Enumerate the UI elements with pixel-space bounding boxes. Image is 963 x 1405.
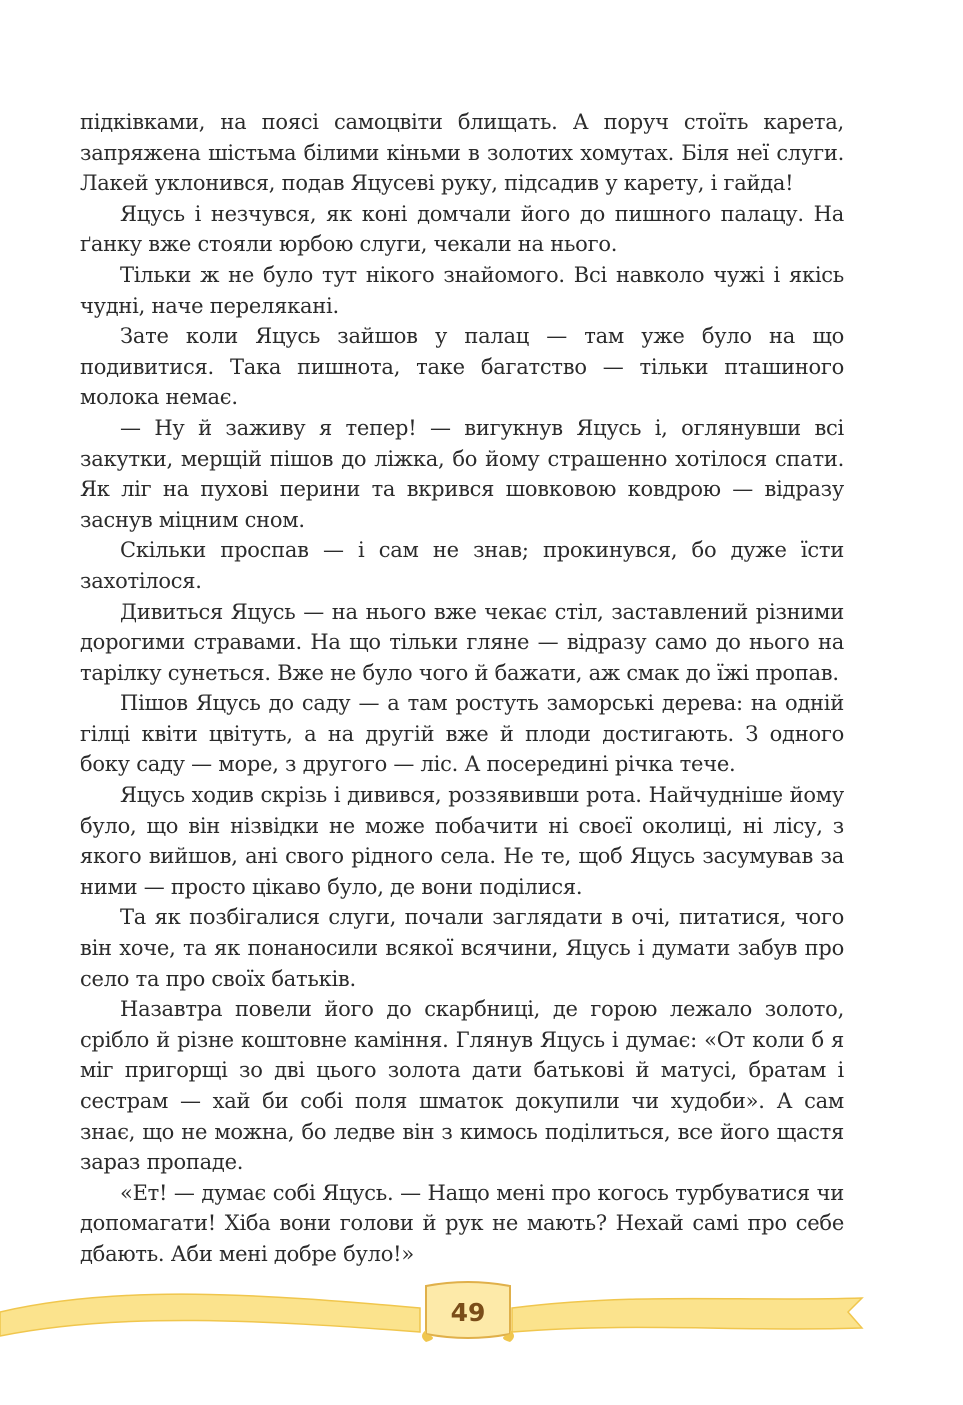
paragraph-9: Яцусь ходив скрізь і дивився, роззявивши рота. Найчудніше йому було, що він нізвідки не може побачити ні своєї околиці, ні лісу, з якого вийшов, ані свого рідного села. Не те, щоб Яцусь засумував за ними — просто цікаво було, де вони поділися. <box>80 783 844 899</box>
story-text <box>80 107 844 1270</box>
paragraph-12: «Ет! — думає собі Яцусь. — Нащо мені про когось турбуватися чи допомагати! Хіба вони голови й рук не мають? Нехай самі про себе дбають. Аби мені добре було!» <box>80 1180 844 1266</box>
ribbon-band-right <box>512 1298 862 1332</box>
ribbon-band <box>0 1294 420 1336</box>
paragraph-3: Тільки ж не було тут нікого знайомого. Всі навколо чужі і якісь чудні, наче перелякані. <box>80 262 844 318</box>
paragraph-1: підківками, на поясі самоцвіти блищать. А поруч стоїть карета, запряжена шістьма білими кіньми в золотих хомутах. Біля неї слуги. Лакей уклонився, подав Яцусеві руку, підсадив у карету, і гайда! <box>80 110 844 196</box>
paragraph-10: Та як позбігалися слуги, почали заглядати в очі, питатися, чого він хоче, та як понаносили всякої всячини, Яцусь і думати забув про село та про своїх батьків. <box>80 905 844 991</box>
paragraph-7: Дивиться Яцусь — на нього вже чекає стіл, заставлений різними дорогими стравами. На що тільки гляне — відразу само до нього на тарілку сунеться. Вже не було чого й бажати, аж смак до їжі пропав. <box>80 599 844 685</box>
page-number: 49 <box>450 1297 486 1327</box>
paragraph-5: — Ну й заживу я тепер! — вигукнув Яцусь і, оглянувши всі закутки, мерщій пішов до ліжка, бо йому страшенно хотілося спати. Як ліг на пухові перини та вкрився шовковою ковдрою — відразу заснув міцним сном. <box>80 415 844 532</box>
paragraph-8: Пішов Яцусь до саду — а там ростуть заморські дерева: на одній гілці квіти цвітуть, а на другій вже й плоди достигають. З одного боку саду — море, з другого — ліс. А посередині річка тече. <box>80 691 844 777</box>
paragraph-11: Назавтра повели його до скарбниці, де горою лежало золото, срібло й різне коштовне каміння. Глянув Яцусь і думає: «От коли б я міг пригорщі зо дві цього золота дати батькові й матусі, братам і сестрам — хай би собі поля шматок докупили чи худоби». А сам знає, що не можна, бо ледве він з кимось поділиться, все його щастя зараз пропаде. <box>80 997 844 1175</box>
paragraph-6: Скільки проспав — і сам не знав; прокинувся, бо дуже їсти захотілося. <box>80 538 844 593</box>
paragraph-4: Зате коли Яцусь зайшов у палац — там уже було на що подивитися. Така пишнота, таке багатство — тільки пташиного молока немає. <box>80 324 844 410</box>
paragraph-2: Яцусь і незчувся, як коні домчали його до пишного палацу. На ґанку вже стояли юрбою слуги, чекали на нього. <box>80 201 844 257</box>
